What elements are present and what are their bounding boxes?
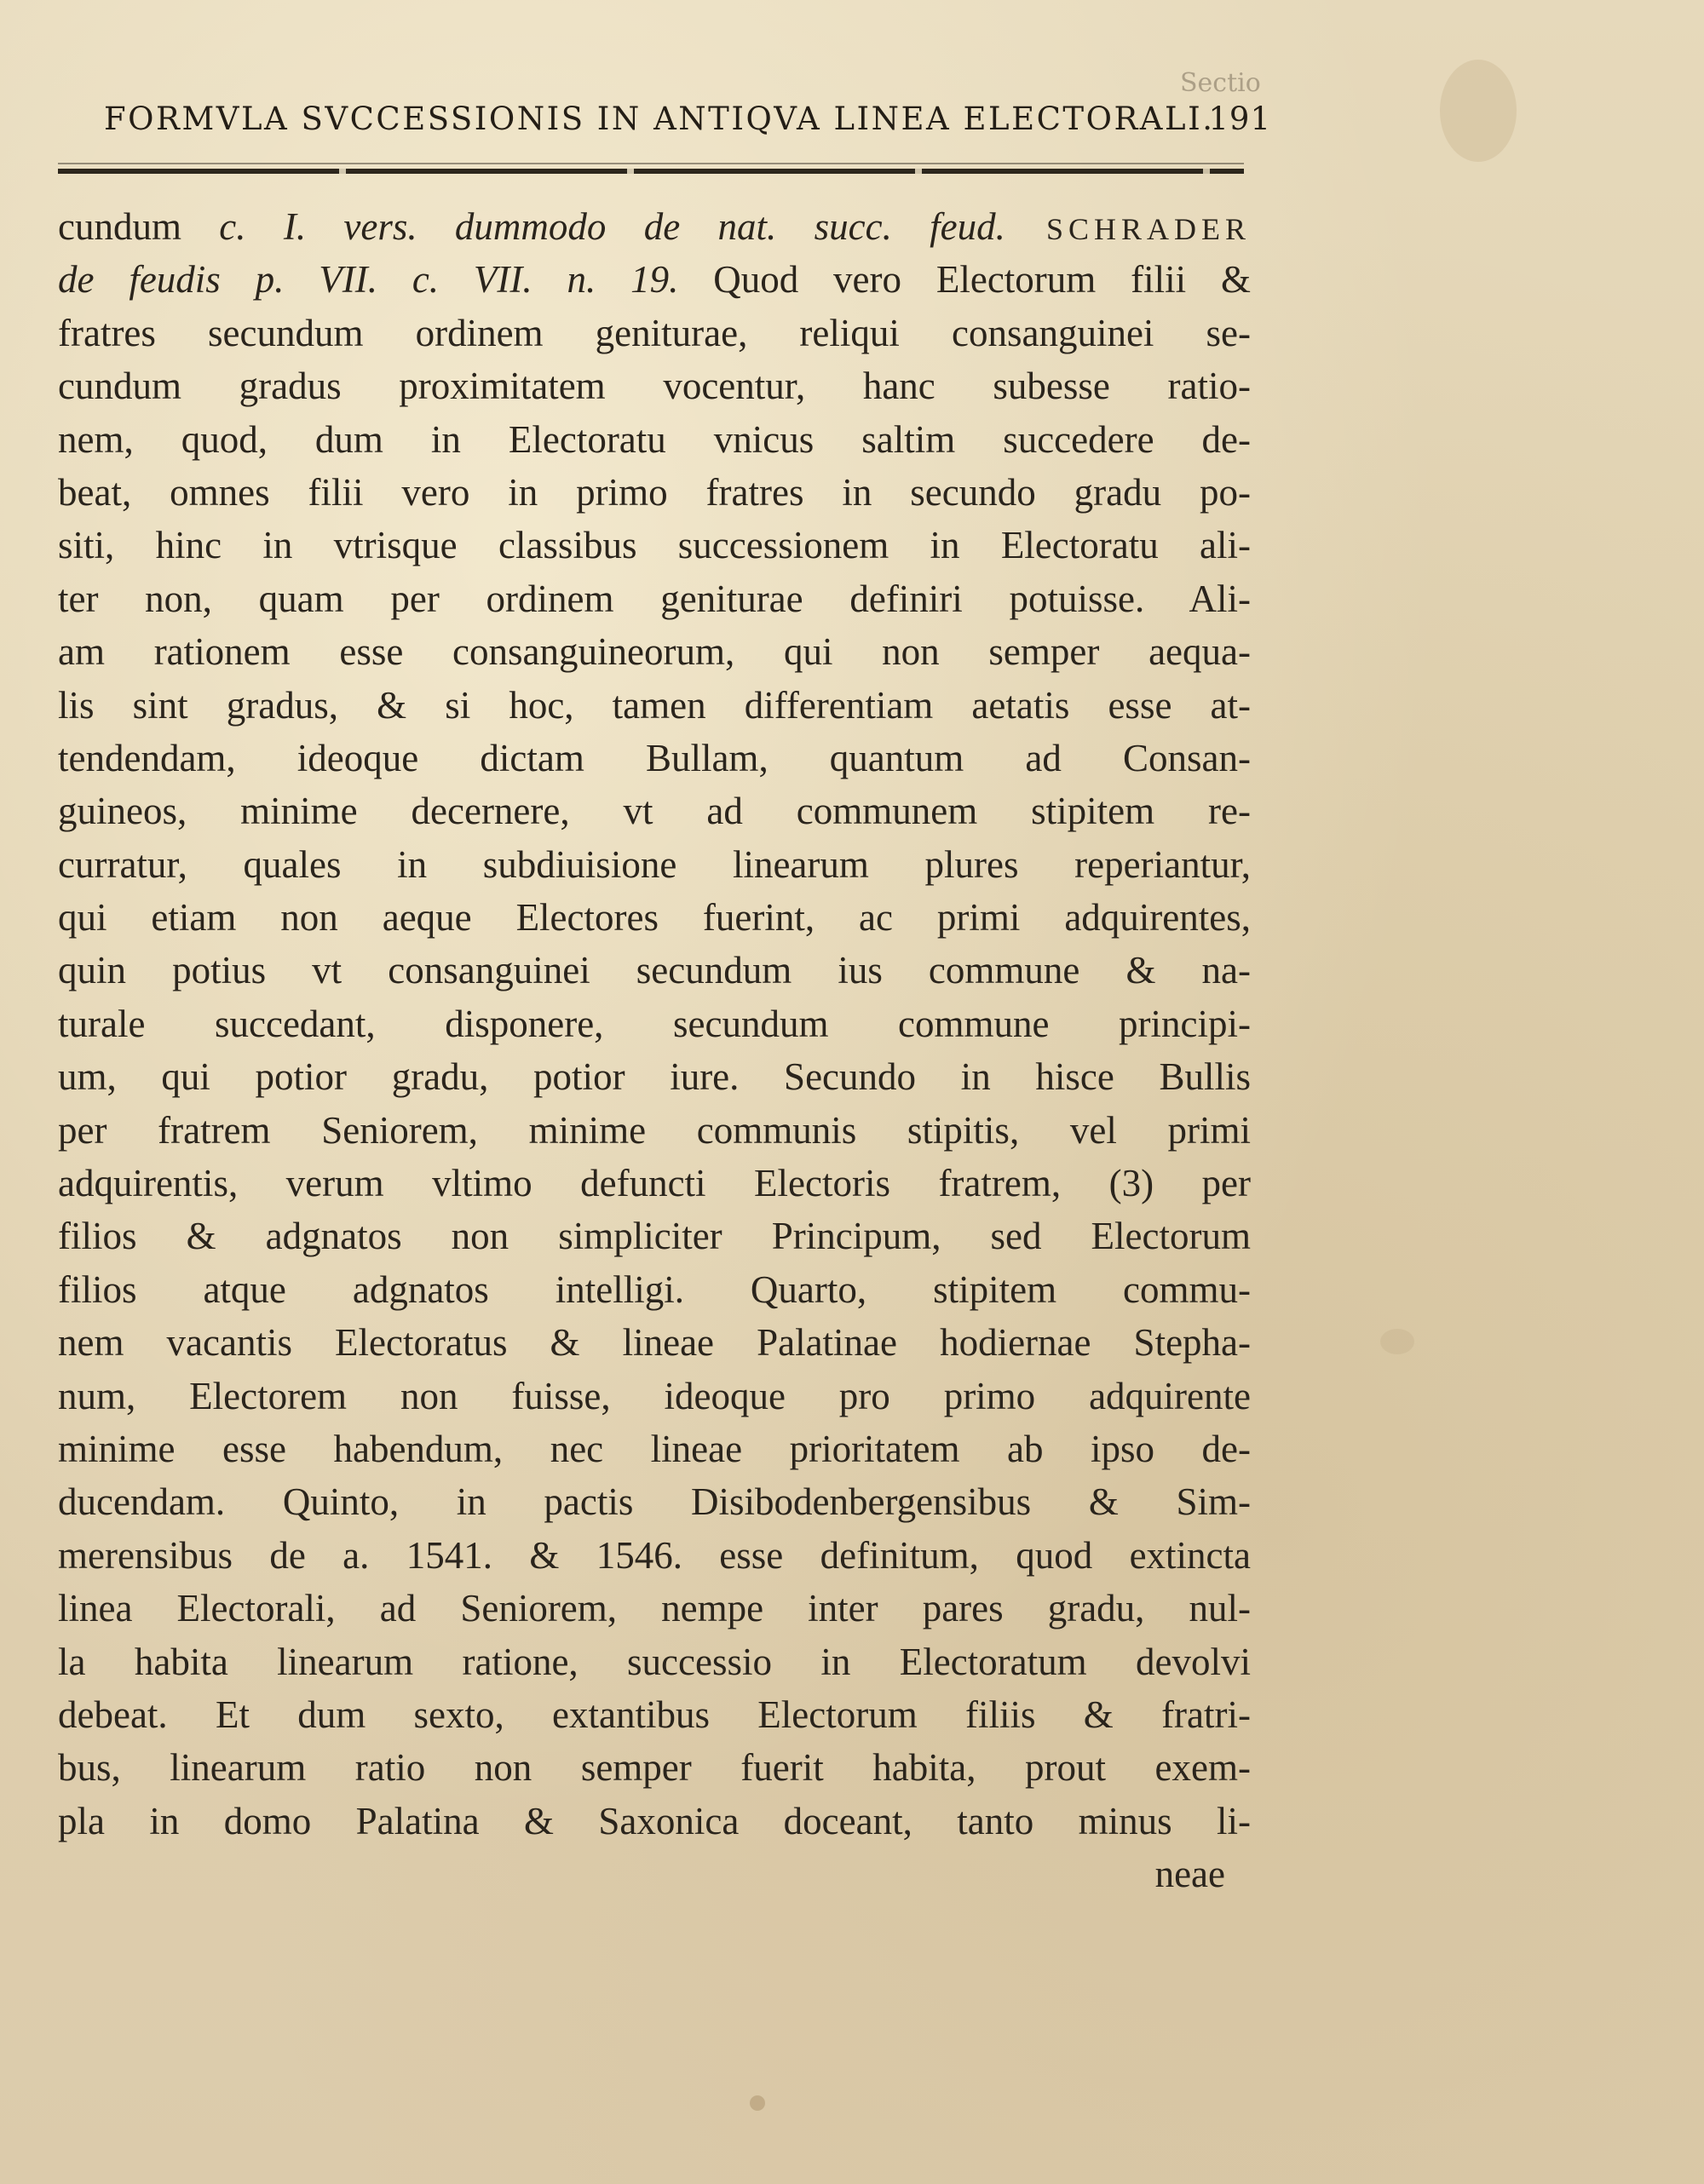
author-name: SCHRADER [1005, 212, 1251, 246]
running-head [104, 101, 1271, 137]
text-line: ducendam. Quinto, in pactis Disibodenbergensibus & Sim- [58, 1480, 1251, 1524]
text-line: num, Electorem non fuisse, ideoque pro primo adquirente [58, 1374, 1251, 1417]
text-line: merensibus de a. 1541. & 1546. esse definitum, quod extincta [58, 1533, 1251, 1577]
text-line: filios & adgnatos non simpliciter Principum, sed Electorum [58, 1215, 1251, 1258]
header-rule-thin [58, 163, 1244, 164]
text-line: adquirentis, verum vltimo defuncti Electoris fratrem, (3) per [58, 1162, 1251, 1205]
citation-italic: c. I. vers. dummodo de nat. succ. feud. [219, 205, 1005, 248]
text-line: qui etiam non aeque Electores fuerint, ac primi adquirentes, [58, 896, 1251, 940]
text-line: turale succedant, disponere, secundum commune principi- [58, 1002, 1251, 1045]
text-line: lis sint gradus, & si hoc, tamen differentiam aetatis esse at- [58, 683, 1251, 727]
text-line: minime esse habendum, nec lineae prioritatem ab ipso de- [58, 1427, 1251, 1470]
text-line: debeat. Et dum sexto, extantibus Electorum filiis & fratri- [58, 1693, 1251, 1736]
text-line-2 [58, 253, 1251, 306]
text-line: bus, linearum ratio non semper fuerit habita, prout exem- [58, 1746, 1251, 1790]
text-segment: cundum [58, 205, 220, 248]
running-head-title: FORMVLA SVCCESSIONIS IN ANTIQVA LINEA ELECTORALI. [104, 101, 1215, 137]
text-line: filios atque adgnatos intelligi. Quarto, stipitem commu- [58, 1267, 1251, 1311]
text-segment: Quod vero Electorum filii & [678, 258, 1251, 302]
header-rule [58, 169, 1244, 174]
text-line: cundum gradus proximitatem vocentur, hanc subesse ratio- [58, 365, 1251, 408]
text-line: curratur, quales in subdiuisione linearum plures reperiantur, [58, 842, 1251, 886]
text-line: nem vacantis Electoratus & lineae Palatinae hodiernae Stepha- [58, 1321, 1251, 1365]
text-line: beat, omnes filii vero in primo fratres in secundo gradu po- [58, 470, 1251, 514]
text-line: linea Electorali, ad Seniorem, nempe inter pares gradu, nul- [58, 1587, 1251, 1630]
text-line: um, qui potior gradu, potior iure. Secundo in hisce Bullis [58, 1055, 1251, 1099]
body-text [58, 200, 1251, 1901]
text-line: am rationem esse consanguineorum, qui non semper aequa- [58, 630, 1251, 674]
text-line-1 [58, 200, 1251, 253]
paper-stain [1440, 60, 1517, 162]
text-line: siti, hinc in vtrisque classibus successionem in Electoratu ali- [58, 524, 1251, 567]
paper-spot [750, 2095, 765, 2111]
catchword: neae [1154, 1853, 1225, 1896]
paper-stain [1380, 1329, 1414, 1354]
text-line: nem, quod, dum in Electoratu vnicus saltim succedere de- [58, 417, 1251, 461]
text-line: per fratrem Seniorem, minime communis stipitis, vel primi [58, 1108, 1251, 1152]
text-line: quin potius vt consanguinei secundum ius commune & na- [58, 949, 1251, 992]
show-through-mark: Sectio [1180, 68, 1261, 98]
text-line: tendendam, ideoque dictam Bullam, quantum ad Consan- [58, 736, 1251, 779]
text-line: pla in domo Palatina & Saxonica doceant, tanto minus li- [58, 1799, 1251, 1842]
text-line: la habita linearum ratione, successio in Electoratum devolvi [58, 1640, 1251, 1683]
citation-italic: de feudis p. VII. c. VII. n. 19. [58, 258, 679, 302]
text-line: guineos, minime decernere, vt ad communem stipitem re- [58, 790, 1251, 833]
text-line: fratres secundum ordinem geniturae, reliqui consanguinei se- [58, 311, 1251, 354]
text-line: ter non, quam per ordinem geniturae definiri potuisse. Ali- [58, 577, 1251, 620]
page-number: 191 [1208, 101, 1271, 137]
